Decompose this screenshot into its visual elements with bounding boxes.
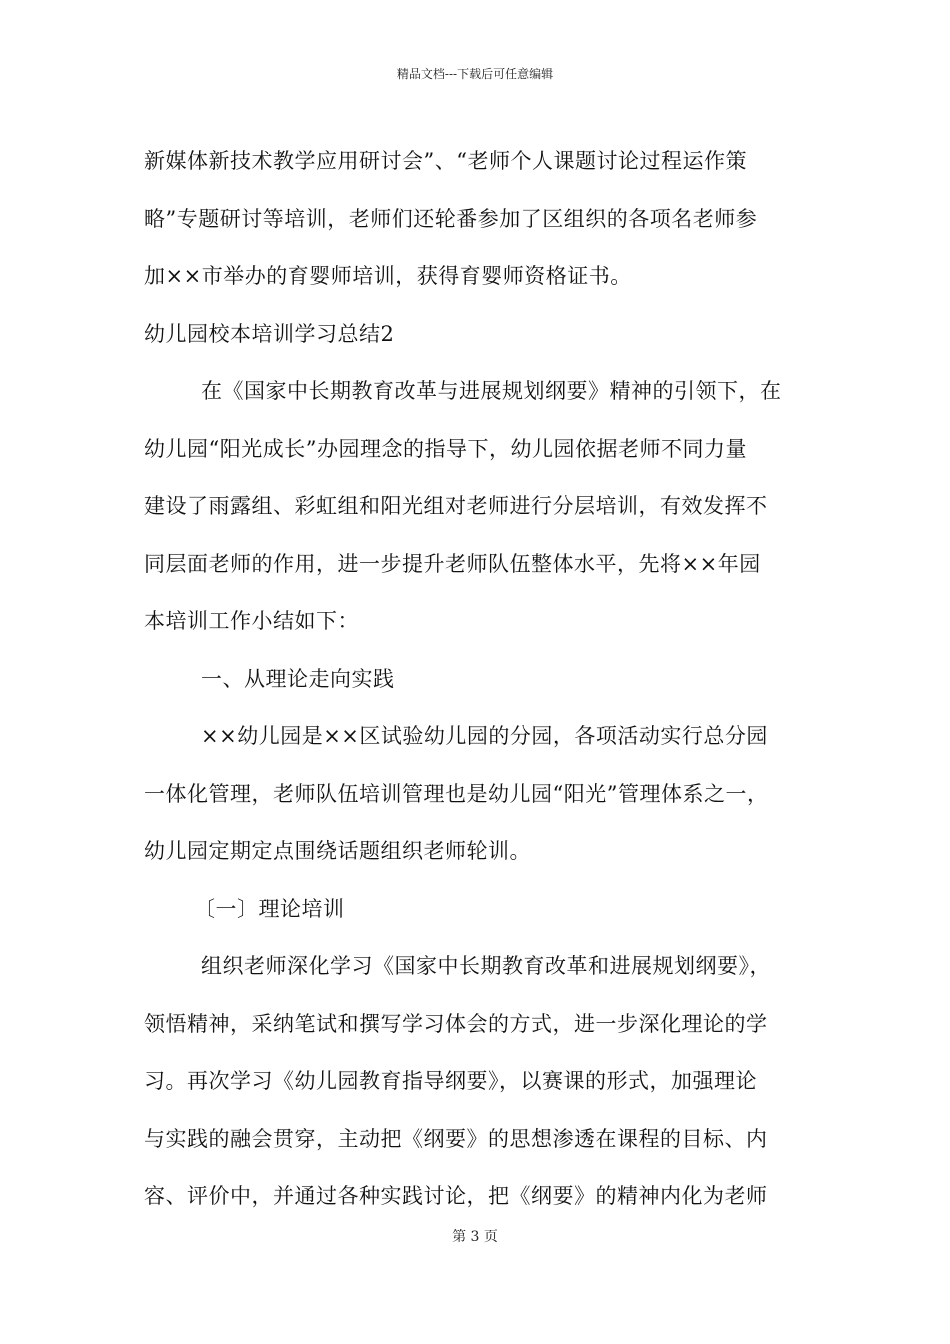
paragraph-line: 新媒体新技术教学应用研讨会”、“老师个人课题讨论过程运作策 <box>144 149 747 173</box>
paragraph-line: 领悟精神，采纳笔试和撰写学习体会的方式，进一步深化理论的学 <box>144 1011 768 1036</box>
paragraph-line: 同层面老师的作用，进一步提升老师队伍整体水平，先将××年园 <box>144 551 761 576</box>
paragraph-line: ××幼儿园是××区试验幼儿园的分园，各项活动实行总分园 <box>201 724 768 748</box>
subsection-heading: 〔一〕理论培训 <box>194 896 345 921</box>
paragraph-line: 加××市举办的育婴师培训，获得育婴师资格证书。 <box>144 264 632 288</box>
page-number: 第 3 页 <box>452 1229 498 1245</box>
paragraph-line: 与实践的融会贯穿，主动把《纲要》的思想渗透在课程的目标、内 <box>144 1126 768 1151</box>
paragraph-line: 幼儿园定期定点围绕话题组织老师轮训。 <box>144 839 531 863</box>
section-title: 幼儿园校本培训学习总结2 <box>144 321 395 346</box>
section-heading: 一、从理论走向实践 <box>201 666 395 691</box>
paragraph-line: 建设了雨露组、彩虹组和阳光组对老师进行分层培训，有效发挥不 <box>144 494 768 518</box>
paragraph-line: 在《国家中长期教育改革与进展规划纲要》精神的引领下，在 <box>201 379 782 403</box>
paragraph-line: 习。再次学习《幼儿园教育指导纲要》，以赛课的形式，加强理论 <box>144 1069 757 1093</box>
paragraph-line: 一体化管理，老师队伍培训管理也是幼儿园“阳光”管理体系之一， <box>144 781 769 806</box>
paragraph-line: 幼儿园“阳光成长”办园理念的指导下，幼儿园依据老师不同力量 <box>144 436 747 461</box>
page-header: 精品文档---下载后可任意编辑 <box>396 67 554 81</box>
document-body <box>144 133 814 1226</box>
paragraph-line: 略”专题研讨等培训，老师们还轮番参加了区组织的各项名老师参 <box>144 206 758 231</box>
paragraph-line: 容、评价中，并通过各种实践讨论，把《纲要》的精神内化为老师 <box>144 1184 768 1208</box>
paragraph-line: 组织老师深化学习《国家中长期教育改革和进展规划纲要》， <box>201 954 771 978</box>
paragraph-line: 本培训工作小结如下： <box>144 609 359 633</box>
